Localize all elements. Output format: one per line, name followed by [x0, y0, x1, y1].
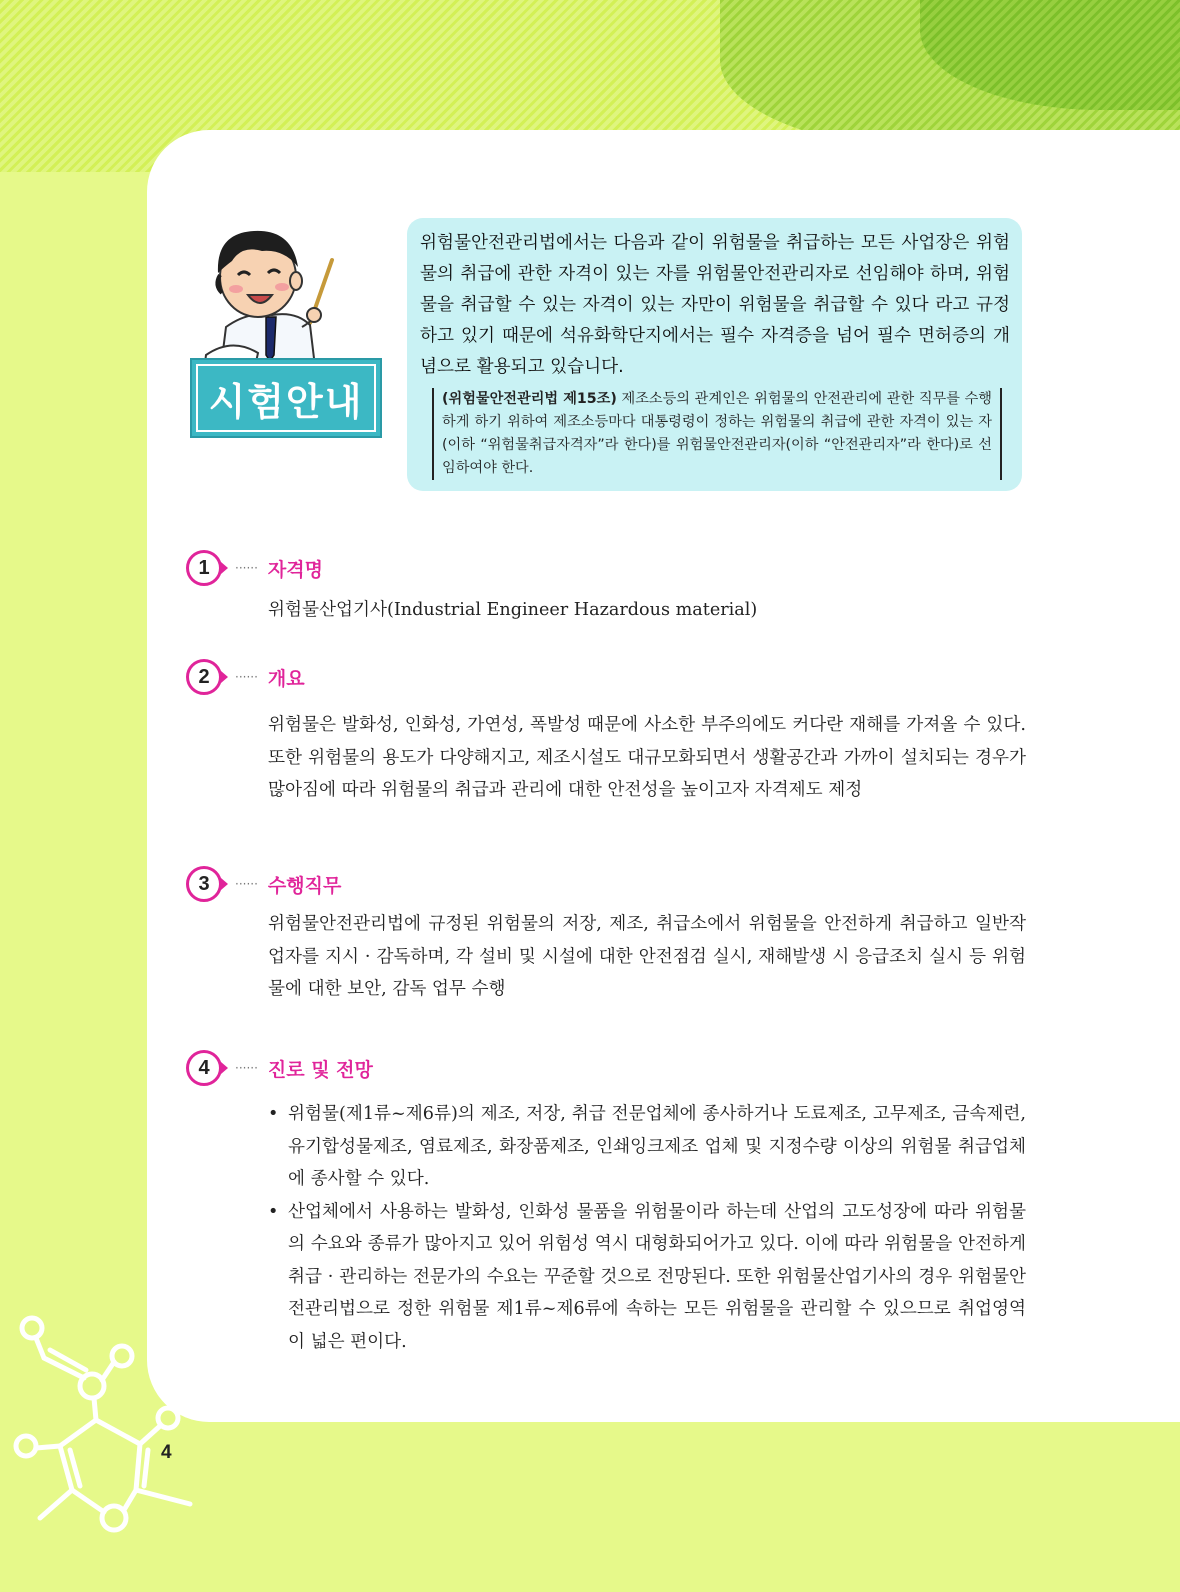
- section-body: 위험물은 발화성, 인화성, 가연성, 폭발성 때문에 사소한 부주의에도 커다란 재해를 가져올 수 있다. 또한 위험물의 용도가 다양해지고, 제조시설도 대규모화되면서 생활공간과 가까이 설치되는 경우가 많아짐에 따라 위험물의 취급과 관리에 대한 안전성을 높이고자 자격제도 제정: [268, 715, 1026, 800]
- exam-guide-badge: 시험안내: [190, 358, 382, 438]
- molecule-decoration: [0, 1290, 210, 1550]
- section-number-badge: 4: [186, 1050, 222, 1086]
- section-header: [186, 655, 1026, 699]
- list-item: • 산업체에서 사용하는 발화성, 인화성 물품을 위험물이라 하는데 산업의 고도성장에 따라 위험물의 수요와 종류가 많아지고 있어 위험성 역시 대형화되어가고 있다. 이에 따라 위험물을 안전하게 취급 · 관리하는 전문가의 수요는 꾸준할 것으로 전망된다. 또한 위험물산업기사의 경우 위험물안전관리법으로 정한 위험물 제1류~제6류에 속하는 모든 위험물을 관리할 수 있으므로 취업영역이 넓은 편이다.: [268, 1196, 1026, 1359]
- section-number-badge: 2: [186, 659, 222, 695]
- section-body: 위험물산업기사(Industrial Engineer Hazardous material): [268, 600, 758, 620]
- section-qualification-name: [186, 546, 1026, 627]
- section-header: [186, 546, 1026, 590]
- teacher-mascot-illustration: [192, 215, 362, 375]
- list-item: • 위험물(제1류~제6류)의 제조, 저장, 취급 전문업체에 종사하거나 도료제조, 고무제조, 금속제련, 유기합성물제조, 염료제조, 화장품제조, 인쇄잉크제조 업체 및 지정수량 이상의 위험물 취급업체에 종사할 수 있다.: [268, 1098, 1026, 1196]
- section-title: 진로 및 전망: [267, 1058, 373, 1081]
- dotted-leader: ······: [235, 1061, 258, 1075]
- section-body: 위험물안전관리법에 규정된 위험물의 저장, 제조, 취급소에서 위험물을 안전하게 취급하고 일반작업자를 지시 · 감독하며, 각 설비 및 시설에 대한 안전점검 실시, 재해발생 시 응급조치 실시 등 위험물에 대한 보안, 감독 업무 수행: [268, 914, 1026, 999]
- section-duties: [186, 862, 1026, 1006]
- section-overview: [186, 655, 1026, 807]
- arrow-right-icon: [221, 671, 228, 683]
- page-number: 4: [161, 1442, 172, 1463]
- section-number-badge: 3: [186, 866, 222, 902]
- section-title: 자격명: [267, 558, 323, 581]
- section-career-outlook: [186, 1046, 1026, 1358]
- section-title: 수행직무: [267, 874, 342, 897]
- arrow-right-icon: [221, 1062, 228, 1074]
- law-quote-text: 제조소등의 관계인은 위험물의 안전관리에 관한 직무를 수행하게 하기 위하여 제조소등마다 대통령령이 정하는 위험물의 취급에 관한 자격이 있는 자(이하 “위험물취급자격자”라 한다)를 위험물안전관리자(이하 “안전관리자”라 한다)로 선임하여야 한다.: [442, 391, 992, 476]
- dotted-leader: ······: [235, 877, 258, 891]
- section-header: [186, 1046, 1026, 1090]
- section-title: 개요: [267, 667, 305, 690]
- info-main-text: 위험물안전관리법에서는 다음과 같이 위험물을 취급하는 모든 사업장은 위험물의 취급에 관한 자격이 있는 자를 위험물안전관리자로 선임해야 하며, 위험물을 취급할 수 있는 자격이 있는 자만이 위험물을 취급할 수 있다 라고 규정하고 있기 때문에 석유화학단지에서는 필수 자격증을 넘어 필수 면허증의 개념으로 활용되고 있습니다.: [420, 233, 1010, 377]
- career-bullet-list: [268, 1098, 1026, 1358]
- law-quote: [432, 388, 1002, 480]
- law-quote-label: (위험물안전관리법 제15조): [442, 391, 617, 407]
- section-number-badge: 1: [186, 550, 222, 586]
- law-info-box: [407, 218, 1022, 491]
- dotted-leader: ······: [235, 670, 258, 684]
- arrow-right-icon: [221, 878, 228, 890]
- section-header: [186, 862, 1026, 906]
- dotted-leader: ······: [235, 561, 258, 575]
- arrow-right-icon: [221, 562, 228, 574]
